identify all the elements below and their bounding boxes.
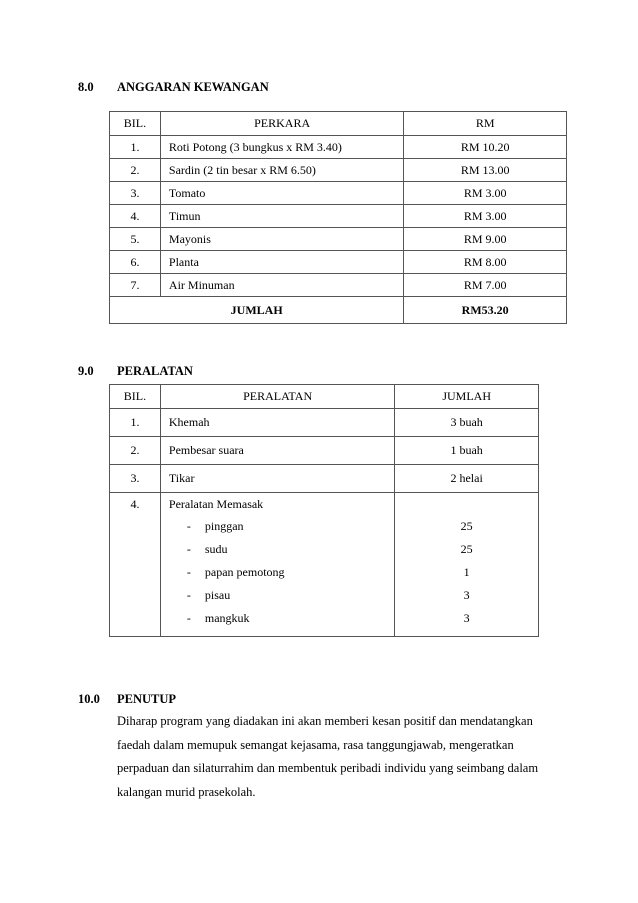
paragraph-line: kalangan murid prasekolah. [117, 784, 256, 799]
section-8-title: ANGGARAN KEWANGAN [117, 80, 269, 94]
table-row [110, 182, 567, 205]
bil-cell: 3. [110, 182, 161, 205]
subitem-label: pisau [204, 588, 231, 602]
paragraph-line: faedah dalam memupuk semangat kejasama, rasa tanggungjawab, mengeratkan [117, 737, 514, 752]
paragraph-line: Diharap program yang diadakan ini akan memberi kesan positif dan mendatangkan [117, 714, 533, 728]
equipment-header-bil: BIL. [110, 385, 161, 409]
item-cell: Roti Potong (3 bungkus x RM 3.40) [160, 136, 403, 159]
item-cell: Timun [160, 205, 403, 228]
bil-cell: 5. [110, 228, 161, 251]
amount-cell: RM 7.00 [404, 274, 567, 297]
cooking-qty-cell [395, 493, 539, 637]
amount-cell: RM 3.00 [404, 205, 567, 228]
bullet-dash: - [186, 611, 191, 625]
table-row [110, 251, 567, 274]
amount-cell: RM 10.20 [404, 136, 567, 159]
item-cell: Air Minuman [160, 274, 403, 297]
qty-cell: 1 buah [395, 437, 539, 465]
cooking-item-cell [160, 493, 394, 637]
bil-cell: 2. [110, 437, 161, 465]
cooking-item-title: Peralatan Memasak [168, 497, 264, 511]
table-row [110, 409, 539, 437]
subitem-label: sudu [204, 542, 228, 556]
list-item [169, 538, 394, 561]
table-row [110, 228, 567, 251]
subitem-qty: 25 [460, 542, 473, 556]
subitem-label: papan pemotong [204, 565, 285, 579]
budget-header-bil: BIL. [110, 112, 161, 136]
table-row [110, 437, 539, 465]
budget-total-row [110, 297, 567, 324]
subitem-qty: 25 [460, 519, 473, 533]
list-item [169, 515, 394, 538]
paragraph-line: perpaduan dan silaturrahim dan membentuk peribadi individu yang seimbang dalam [117, 761, 539, 775]
budget-header-perkara: PERKARA [160, 112, 403, 136]
section-9-number: 9.0 [78, 364, 94, 378]
amount-cell: RM 3.00 [404, 182, 567, 205]
item-cell: Pembesar suara [160, 437, 394, 465]
equipment-header-row [110, 385, 539, 409]
list-item [169, 607, 394, 630]
bil-cell: 6. [110, 251, 161, 274]
equipment-table [109, 384, 539, 637]
subitem-qty: 3 [463, 611, 470, 625]
bullet-dash: - [186, 542, 191, 556]
bil-cell: 1. [110, 409, 161, 437]
item-cell: Khemah [160, 409, 394, 437]
budget-header-rm: RM [404, 112, 567, 136]
bil-cell: 3. [110, 465, 161, 493]
total-label: JUMLAH [110, 297, 404, 324]
table-row [110, 159, 567, 182]
qty-cell: 3 buah [395, 409, 539, 437]
closing-paragraph [117, 710, 617, 804]
amount-cell: RM 9.00 [404, 228, 567, 251]
amount-cell: RM 13.00 [404, 159, 567, 182]
list-item [169, 561, 394, 584]
bil-cell: 4. [110, 493, 161, 637]
bil-cell: 2. [110, 159, 161, 182]
bil-cell: 4. [110, 205, 161, 228]
equipment-header-jumlah: JUMLAH [395, 385, 539, 409]
bullet-dash: - [186, 588, 191, 602]
section-10-number: 10.0 [78, 692, 100, 706]
bullet-dash: - [186, 519, 191, 533]
budget-header-row [110, 112, 567, 136]
table-row [110, 205, 567, 228]
bullet-dash: - [186, 565, 191, 579]
subitem-qty: 1 [463, 565, 470, 579]
table-row [110, 274, 567, 297]
section-8-number: 8.0 [78, 80, 94, 94]
section-9-title: PERALATAN [117, 364, 193, 378]
item-cell: Planta [160, 251, 403, 274]
item-cell: Sardin (2 tin besar x RM 6.50) [160, 159, 403, 182]
item-cell: Mayonis [160, 228, 403, 251]
section-10-title: PENUTUP [117, 692, 177, 706]
list-item [169, 584, 394, 607]
table-row [110, 136, 567, 159]
total-value: RM53.20 [404, 297, 567, 324]
item-cell: Tikar [160, 465, 394, 493]
table-row [110, 465, 539, 493]
qty-cell: 2 helai [395, 465, 539, 493]
subitem-label: mangkuk [204, 611, 250, 625]
amount-cell: RM 8.00 [404, 251, 567, 274]
item-cell: Tomato [160, 182, 403, 205]
subitem-label: pinggan [204, 519, 244, 533]
bil-cell: 7. [110, 274, 161, 297]
subitem-qty: 3 [463, 588, 470, 602]
bil-cell: 1. [110, 136, 161, 159]
cooking-equipment-row [110, 493, 539, 637]
budget-table [109, 111, 567, 324]
equipment-header-peralatan: PERALATAN [160, 385, 394, 409]
